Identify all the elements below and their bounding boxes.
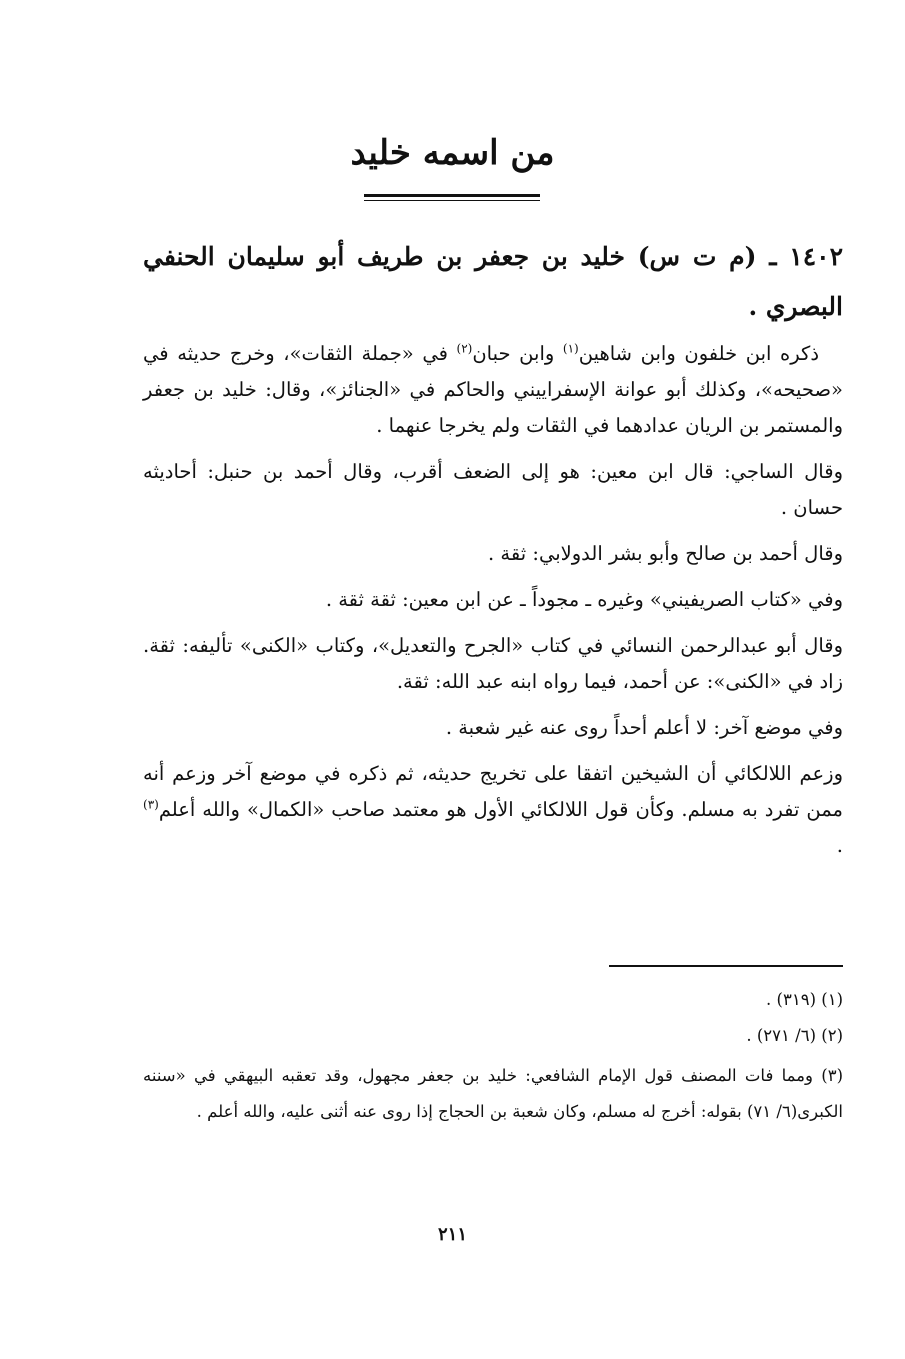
footnote-separator bbox=[609, 965, 843, 967]
paragraph-2: وقال الساجي: قال ابن معين: هو إلى الضعف أقرب، وقال أحمد بن حنبل: أحاديثه حسان . bbox=[143, 460, 843, 519]
footnote-ref-1: (١) bbox=[562, 341, 579, 356]
paragraph-1-text-c: في «جملة الثقات»، وخرج حديثه في «صحيحه»، وكذلك أبو عوانة الإسفراييني والحاكم في «الجنائز»، وقال: خليد بن جعفر والمستمر بن الريان عدادهما في الثقات ولم يخرجا عنهما . bbox=[143, 342, 843, 437]
title-underline-thin bbox=[364, 200, 540, 201]
title-underline bbox=[364, 194, 540, 197]
footnote-1: (١) (٣١٩) . bbox=[766, 990, 843, 1009]
paragraph-3: وقال أحمد بن صالح وأبو بشر الدولابي: ثقة . bbox=[488, 542, 843, 565]
footnotes bbox=[143, 982, 843, 1130]
paragraph-7-text-b: . bbox=[836, 834, 843, 857]
entry-heading: ١٤٠٢ ـ (م ت س) خليد بن جعفر بن طريف أبو سليمان الحنفي البصري . bbox=[143, 242, 843, 321]
paragraph-7 bbox=[143, 756, 843, 864]
entry-body bbox=[143, 336, 843, 864]
paragraph-7-text-a: وزعم اللالكائي أن الشيخين اتفقا على تخريج حديثه، ثم ذكره في موضع آخر وزعم أنه ممن تفرد به مسلم. وكأن قول اللالكائي الأول هو معتمد صاحب «الكمال» والله أعلم bbox=[143, 762, 843, 821]
paragraph-1-text-b: وابن حبان bbox=[472, 342, 563, 365]
footnote-ref-2: (٢) bbox=[456, 341, 473, 356]
paragraph-5: وقال أبو عبدالرحمن النسائي في كتاب «الجرح والتعديل»، وكتاب «الكنى» تأليفه: ثقة. زاد في «الكنى»: عن أحمد، فيما رواه ابنه عبد الله: ثقة. bbox=[143, 634, 843, 693]
footnote-ref-3: (٣) bbox=[143, 797, 159, 812]
section-title: من اسمه خليد bbox=[350, 133, 555, 173]
paragraph-1 bbox=[143, 336, 843, 444]
page-number: ٢١١ bbox=[437, 1224, 467, 1245]
footnote-3: (٣) ومما فات المصنف قول الإمام الشافعي: خليد بن جعفر مجهول، وقد تعقبه البيهقي في «سننه الكبرى(٦/ ٧١) بقوله: أخرج له مسلم، وكان شعبة بن الحجاج إذا روى عنه أثنى عليه، والله أعلم . bbox=[143, 1066, 843, 1121]
paragraph-1-text-a: ذكره ابن خلفون وابن شاهين bbox=[578, 342, 820, 365]
footnote-2: (٢) (٦/ ٢٧١) . bbox=[746, 1026, 843, 1045]
paragraph-4: وفي «كتاب الصريفيني» وغيره ـ مجوداً ـ عن ابن معين: ثقة ثقة . bbox=[325, 588, 843, 611]
paragraph-6: وفي موضع آخر: لا أعلم أحداً روى عنه غير شعبة . bbox=[445, 716, 843, 739]
